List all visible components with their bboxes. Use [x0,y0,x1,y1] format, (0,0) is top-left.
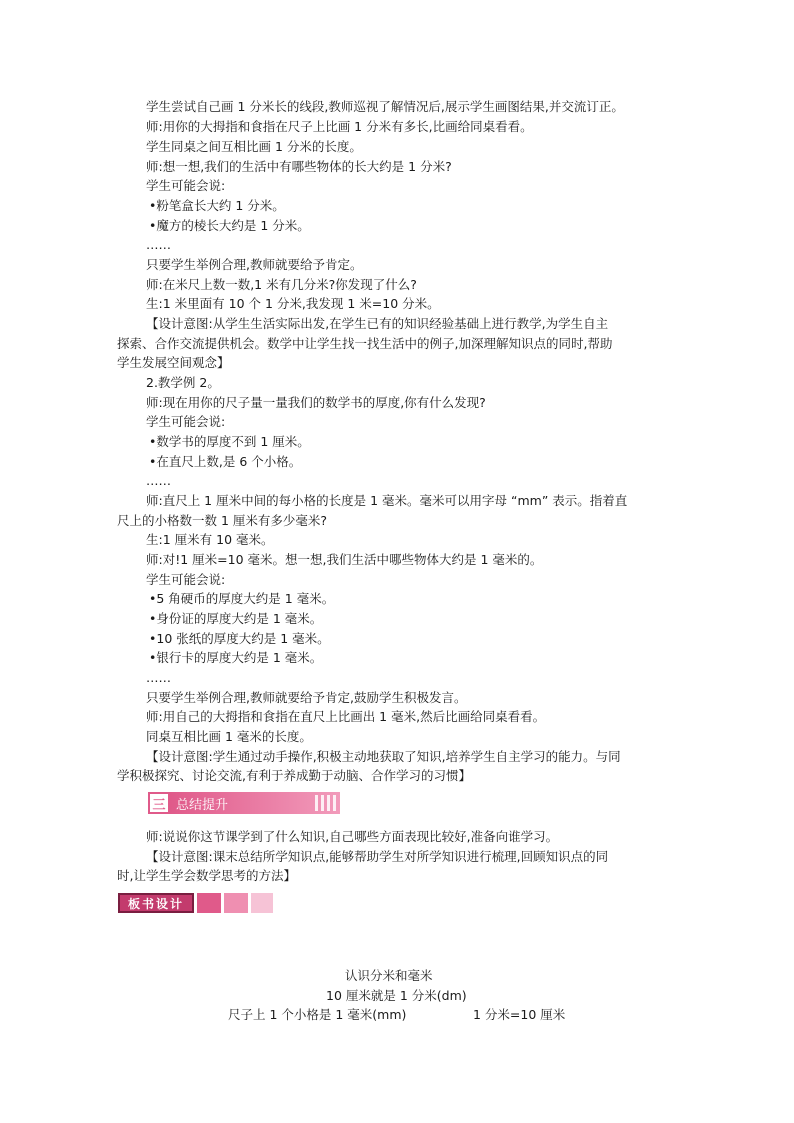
bullet-item: •5 角硬币的厚度大约是 1 毫米。 [149,591,335,606]
text-line: 学生可能会说: [146,572,226,587]
board-design-header [118,893,273,913]
board-line-2a: 尺子上 1 个小格是 1 毫米(mm) [228,1007,407,1022]
ellipsis: …… [146,237,171,252]
board-design-label: 板书设计 [118,893,194,913]
bullet-item: •在直尺上数,是 6 个小格。 [149,454,302,469]
text-line: 师:说说你这节课学到了什么知识,自己哪些方面表现比较好,准备向谁学习。 [146,829,559,844]
bullet-item: •粉笔盒长大约 1 分米。 [149,198,285,213]
text-line: 2.教学例 2。 [146,375,220,390]
design-intent-line: 【设计意图:课末总结所学知识点,能够帮助学生对所学知识进行梳理,回顾知识点的同 [146,849,609,864]
text-line: 师:现在用你的尺子量一量我们的数学书的厚度,你有什么发现? [146,395,486,410]
stripes-decoration [315,795,336,811]
decor-square [197,893,221,913]
section-number: 三 [148,792,170,814]
design-intent-line: 探索、合作交流提供机会。数学中让学生找一找生活中的例子,加深理解知识点的同时,帮助 [117,336,613,351]
text-line: 尺上的小格数一数 1 厘米有多少毫米? [117,513,328,528]
design-intent-line: 【设计意图:学生通过动手操作,积极主动地获取了知识,培养学生自主学习的能力。与同 [146,749,621,764]
text-line: 学生尝试自己画 1 分米长的线段,教师巡视了解情况后,展示学生画图结果,并交流订正。 [146,99,624,114]
text-line: 师:想一想,我们的生活中有哪些物体的长大约是 1 分米? [146,159,452,174]
section-heading [148,792,340,814]
text-line: 师:直尺上 1 厘米中间的每小格的长度是 1 毫米。毫米可以用字母 “mm” 表示。指着直 [146,493,628,508]
board-line-2b: 1 分米=10 厘米 [473,1007,566,1022]
text-line: 师:用自己的大拇指和食指在直尺上比画出 1 毫米,然后比画给同桌看看。 [146,709,546,724]
text-line: 师:对!1 厘米=10 毫米。想一想,我们生活中哪些物体大约是 1 毫米的。 [146,552,543,567]
board-title: 认识分米和毫米 [345,968,433,983]
text-line: 只要学生举例合理,教师就要给予肯定,鼓励学生积极发言。 [146,690,467,705]
bullet-item: •数学书的厚度不到 1 厘米。 [149,434,310,449]
section-title-bar [170,792,340,814]
bullet-item: •银行卡的厚度大约是 1 毫米。 [149,650,323,665]
text-line: 师:在米尺上数一数,1 米有几分米?你发现了什么? [146,277,417,292]
ellipsis: …… [146,473,171,488]
decor-square [224,893,248,913]
text-line: 生:1 厘米有 10 毫米。 [146,532,274,547]
text-line: 师:用你的大拇指和食指在尺子上比画 1 分米有多长,比画给同桌看看。 [146,119,533,134]
text-line: 生:1 米里面有 10 个 1 分米,我发现 1 米=10 分米。 [146,296,440,311]
design-intent-line: 学积极探究、讨论交流,有利于养成勤于动脑、合作学习的习惯】 [117,768,471,783]
text-line: 学生同桌之间互相比画 1 分米的长度。 [146,139,362,154]
text-line: 同桌互相比画 1 毫米的长度。 [146,729,312,744]
design-intent-line: 【设计意图:从学生生活实际出发,在学生已有的知识经验基础上进行教学,为学生自主 [146,316,609,331]
bullet-item: •10 张纸的厚度大约是 1 毫米。 [149,631,330,646]
design-intent-line: 时,让学生学会数学思考的方法】 [117,868,296,883]
design-intent-line: 学生发展空间观念】 [117,355,230,370]
section-title: 总结提升 [176,797,229,813]
text-line: 学生可能会说: [146,414,226,429]
board-line-1: 10 厘米就是 1 分米(dm) [326,988,467,1003]
text-line: 学生可能会说: [146,178,226,193]
ellipsis: …… [146,670,171,685]
decor-square [251,893,273,913]
bullet-item: •魔方的棱长大约是 1 分米。 [149,218,310,233]
text-line: 只要学生举例合理,教师就要给予肯定。 [146,257,363,272]
bullet-item: •身份证的厚度大约是 1 毫米。 [149,611,323,626]
